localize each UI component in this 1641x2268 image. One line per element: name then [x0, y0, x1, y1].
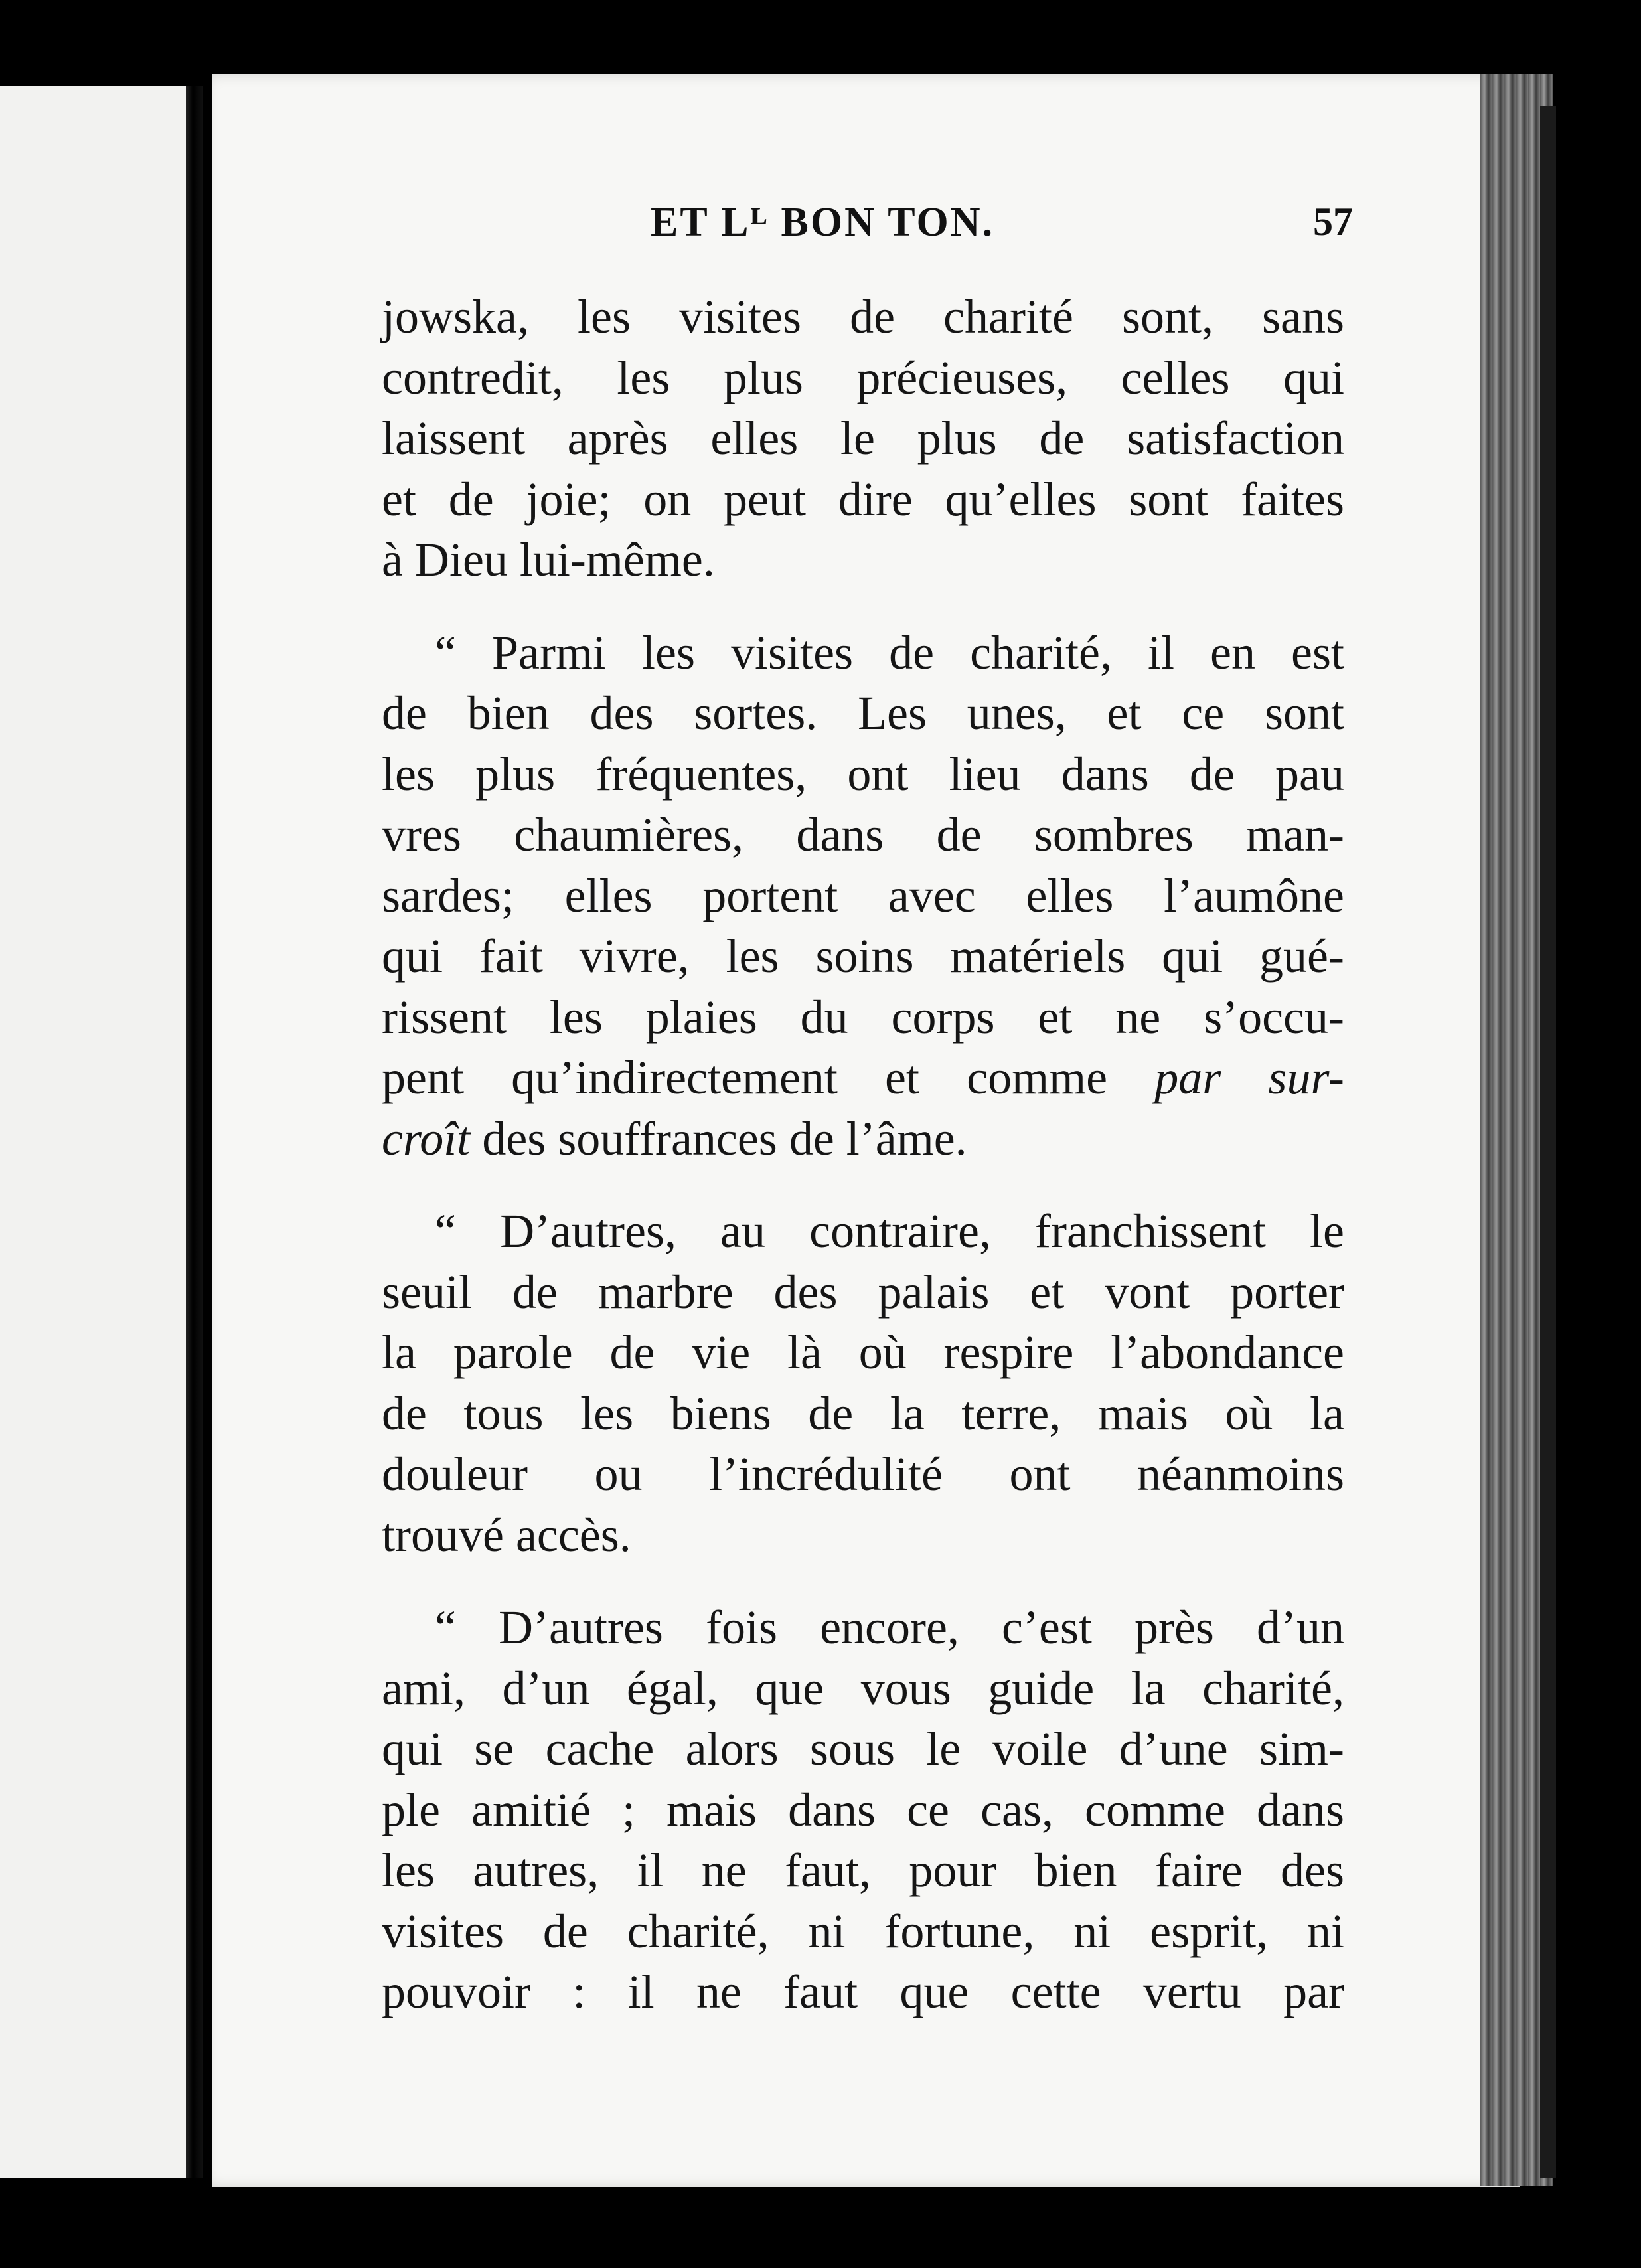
left-page-edge: [0, 86, 199, 2178]
running-head: ET Lᴸ BON TON.: [651, 200, 995, 245]
italic-text: croît: [382, 1111, 471, 1165]
text-line: ami, d’un égal, que vous guide la charité,: [382, 1661, 1344, 1715]
paragraph: [382, 1597, 1344, 2023]
text-line: qui se cache alors sous le voile d’une sim-: [382, 1722, 1344, 1775]
text-line: les autres, il ne faut, pour bien faire des: [382, 1844, 1344, 1897]
text-line: visites de charité, ni fortune, ni esprit, ni: [382, 1904, 1344, 1958]
page-stack-shadow: [1540, 106, 1556, 2178]
text-line: vres chaumières, dans de sombres man-: [382, 808, 1344, 861]
text-segment: pent qu’indirectement et comme: [382, 1051, 1108, 1104]
text-line: jowska, les visites de charité sont, sans: [382, 290, 1344, 343]
text-line: contredit, les plus précieuses, celles qui: [382, 351, 1344, 404]
text-line: trouvé accès.: [382, 1508, 631, 1562]
text-line: de bien des sortes. Les unes, et ce sont: [382, 687, 1344, 740]
text-line: rissent les plaies du corps et ne s’occu-: [382, 990, 1344, 1044]
text-line: [382, 1109, 1344, 1170]
text-line: “ Parmi les visites de charité, il en est: [435, 625, 1344, 679]
text-line: ple amitié ; mais dans ce cas, comme dans: [382, 1783, 1344, 1836]
text-line: [382, 1048, 1344, 1109]
page-number: 57: [1313, 200, 1353, 244]
text-segment: des souffrances de l’âme.: [482, 1111, 967, 1165]
text-line: la parole de vie là où respire l’abondance: [382, 1326, 1344, 1379]
paragraph: [382, 623, 1344, 1170]
body-text: [382, 287, 1344, 2023]
text-line: laissent après elles le plus de satisfaction: [382, 412, 1344, 465]
text-line: “ D’autres, au contraire, franchissent le: [435, 1204, 1344, 1257]
italic-text: par sur-: [1154, 1051, 1345, 1104]
text-line: à Dieu lui-même.: [382, 533, 715, 586]
text-line: douleur ou l’incrédulité ont néanmoins: [382, 1447, 1344, 1500]
book-gutter: [186, 86, 203, 2178]
text-line: les plus fréquentes, ont lieu dans de pau: [382, 747, 1344, 801]
text-line: sardes; elles portent avec elles l’aumône: [382, 868, 1344, 922]
text-line: seuil de marbre des palais et vont porter: [382, 1265, 1344, 1319]
text-line: de tous les biens de la terre, mais où la: [382, 1386, 1344, 1440]
text-line: pouvoir : il ne faut que cette vertu par: [382, 1965, 1344, 2018]
paragraph: [382, 1201, 1344, 1566]
text-line: “ D’autres fois encore, c’est près d’un: [435, 1601, 1344, 1654]
page-header: [651, 199, 1368, 259]
text-line: qui fait vivre, les soins matériels qui gué-: [382, 930, 1344, 983]
paragraph: [382, 287, 1344, 591]
text-line: et de joie; on peut dire qu’elles sont faites: [382, 472, 1344, 526]
